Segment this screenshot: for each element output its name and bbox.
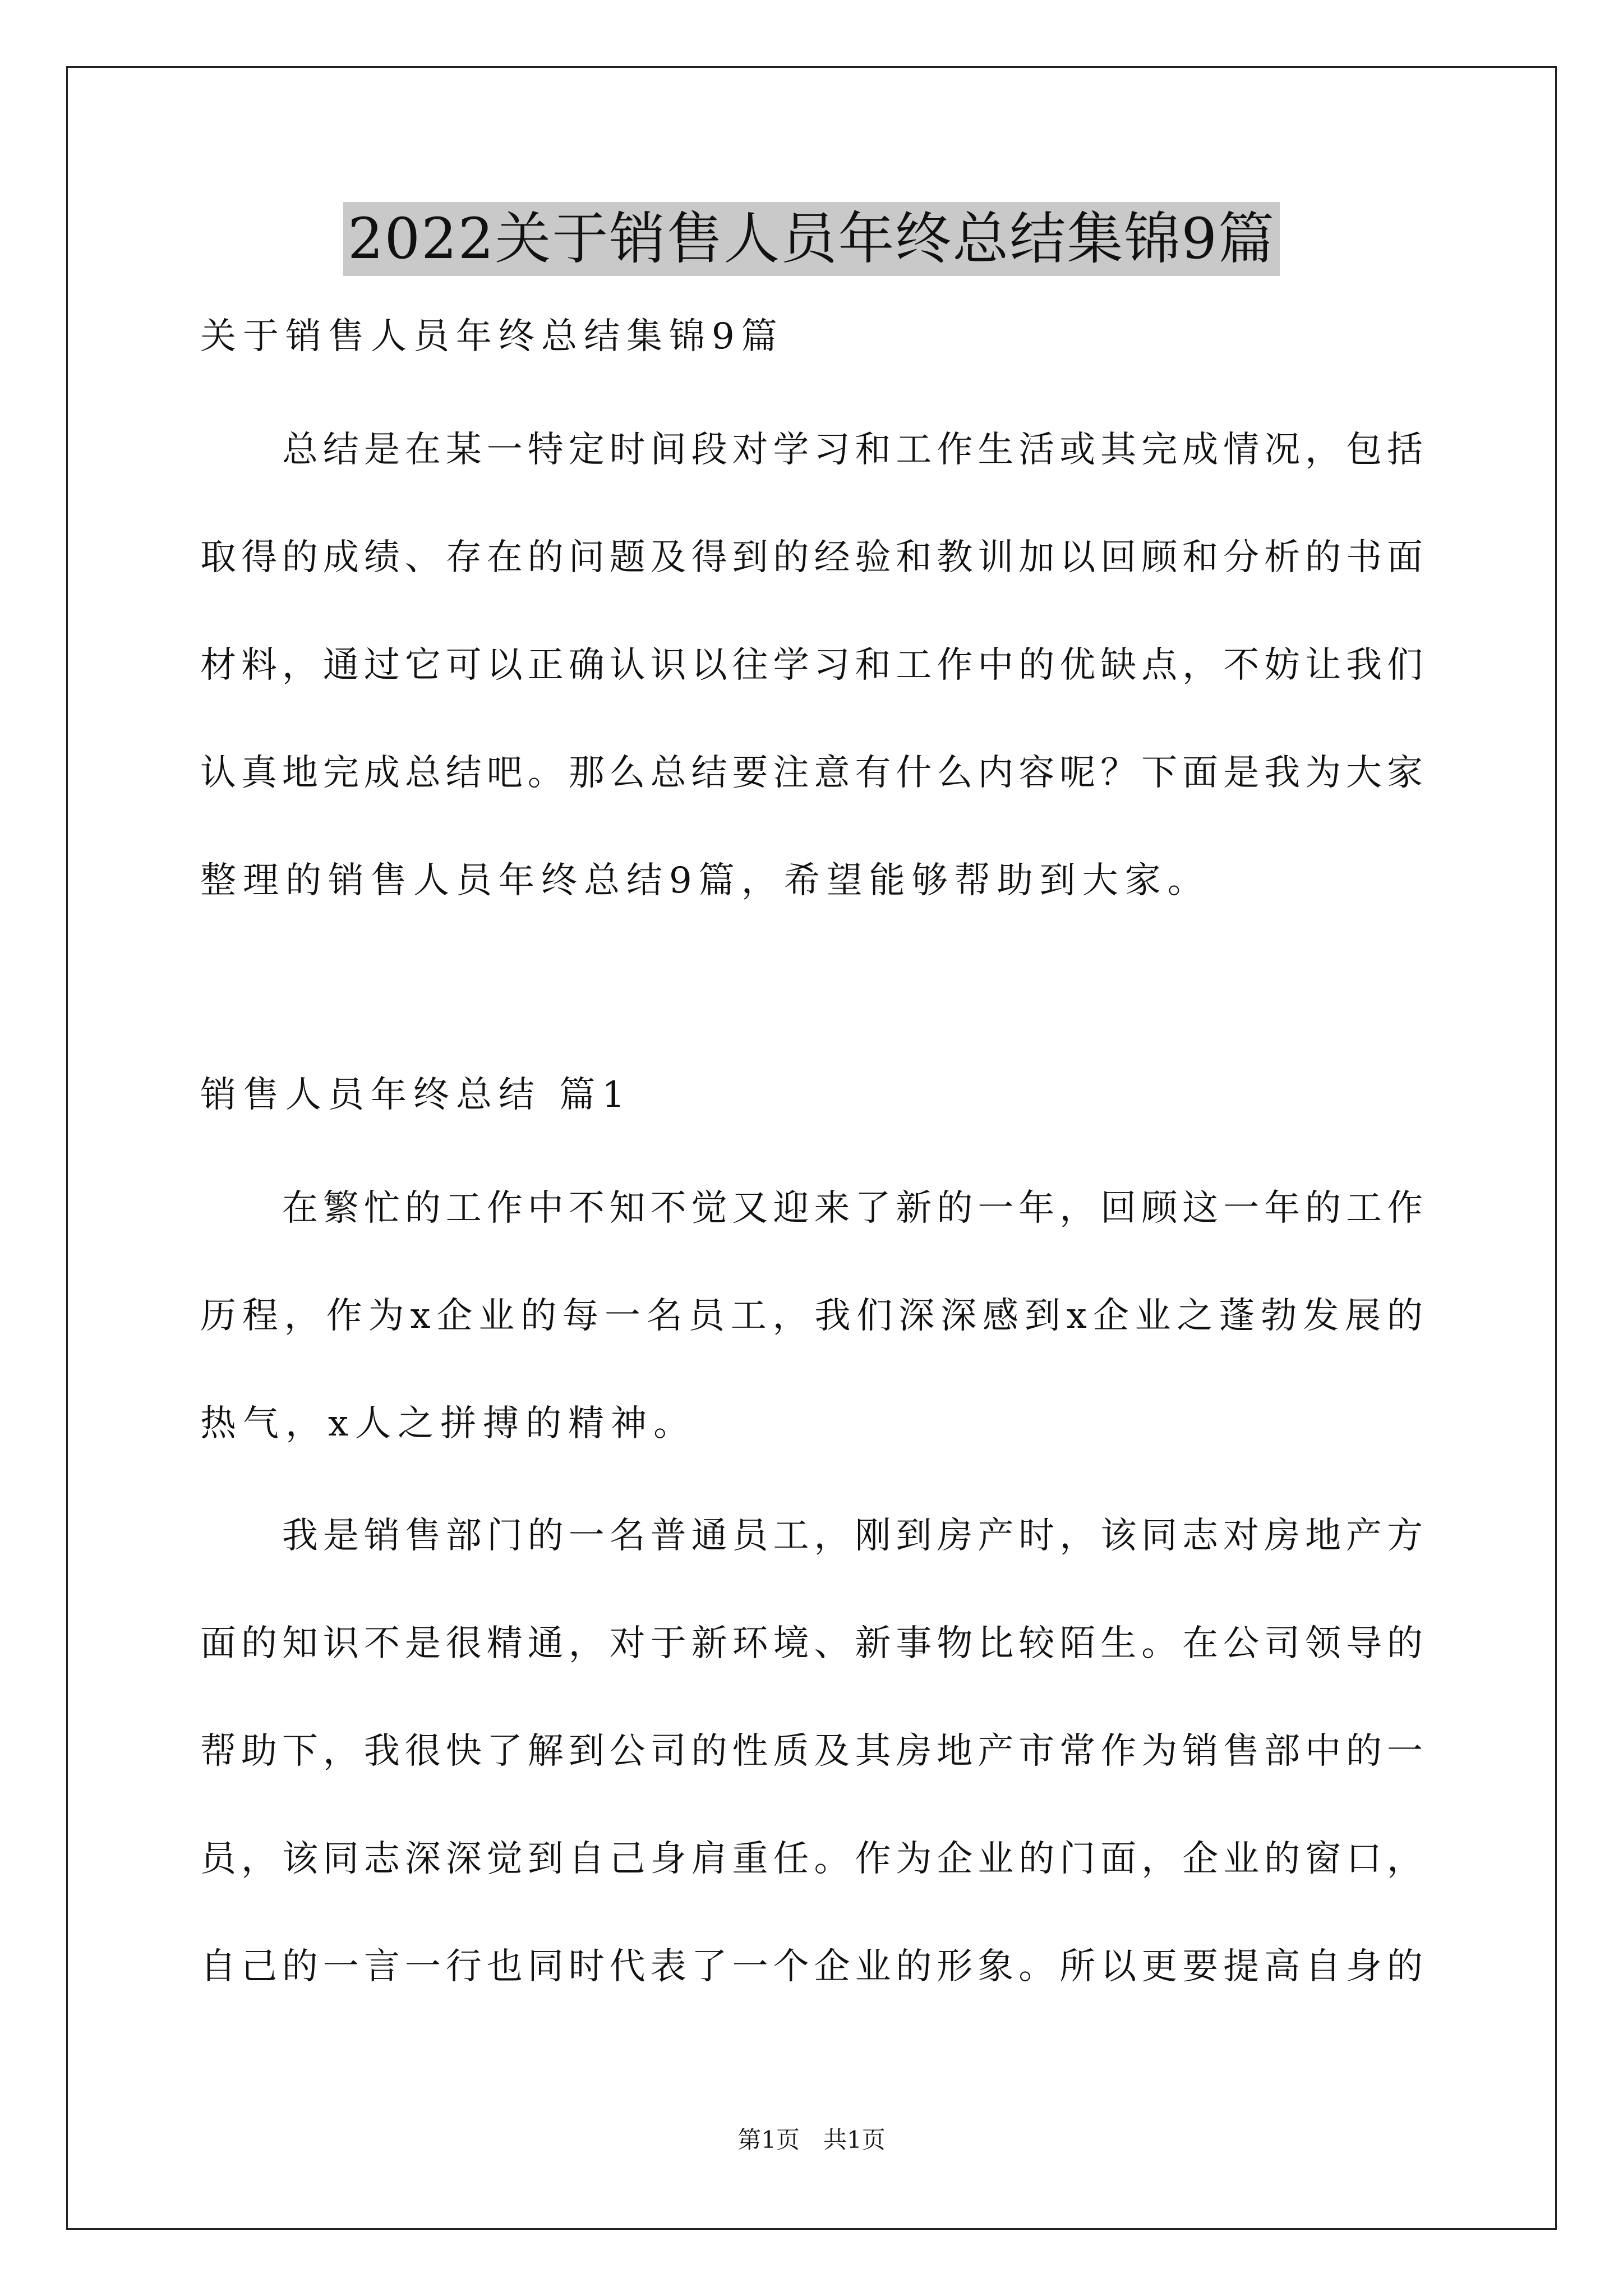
page-border: [66, 66, 1557, 2230]
para2-line-3: 帮助下，我很快了解到公司的性质及其房地产市常作为销售部中的一: [200, 1731, 1423, 1772]
para2-line-1: 我是销售部门的一名普通员工，刚到房产时，该同志对房地产方: [200, 1515, 1423, 1557]
title-wrap: [200, 202, 1423, 276]
para1-line-2: 历程，作为x企业的每一名员工，我们深深感到x企业之蓬勃发展的: [200, 1295, 1423, 1337]
page-footer: 第1页 共1页: [737, 2126, 886, 2154]
intro-line-5: 整理的销售人员年终总结9篇，希望能够帮助到大家。: [200, 860, 1210, 901]
para2-line-5: 自己的一言一行也同时代表了一个企业的形象。所以更要提高自身的: [200, 1946, 1423, 1987]
intro-line-4: 认真地完成总结吧。那么总结要注意有什么内容呢？下面是我为大家: [200, 752, 1423, 794]
para2-line-4: 员，该同志深深觉到自己身肩重任。作为企业的门面，企业的窗口，: [200, 1838, 1423, 1880]
intro-line-1: 总结是在某一特定时间段对学习和工作生活或其完成情况，包括: [200, 429, 1423, 471]
para1-line-1: 在繁忙的工作中不知不觉又迎来了新的一年，回顾这一年的工作: [200, 1188, 1423, 1229]
document-subtitle: 关于销售人员年终总结集锦9篇: [200, 316, 784, 357]
intro-line-3: 材料，通过它可以正确认识以往学习和工作中的优缺点，不妨让我们: [200, 645, 1423, 686]
para1-line-3: 热气，x人之拼搏的精神。: [200, 1403, 697, 1444]
para2-line-2: 面的知识不是很精通，对于新环境、新事物比较陌生。在公司领导的: [200, 1623, 1423, 1664]
document-title: 2022关于销售人员年终总结集锦9篇: [343, 202, 1280, 276]
section-heading: 销售人员年终总结 篇1: [200, 1074, 632, 1116]
intro-line-2: 取得的成绩、存在的问题及得到的经验和教训加以回顾和分析的书面: [200, 537, 1423, 578]
